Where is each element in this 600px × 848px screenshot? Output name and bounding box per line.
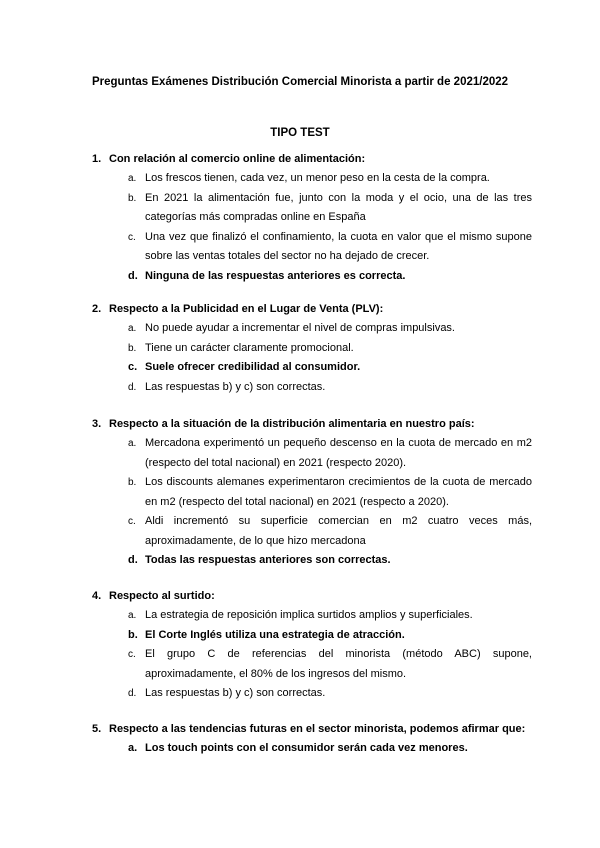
option-text: El grupo C de referencias del minorista (método ABC) supone, aproximadamente, el 80% de los ingresos del mismo. bbox=[145, 648, 532, 680]
option-text: Ninguna de las respuestas anteriores es correcta. bbox=[145, 269, 406, 282]
option-letter: a. bbox=[128, 610, 137, 621]
question-heading bbox=[92, 414, 532, 434]
question-text: Respecto al surtido: bbox=[109, 590, 215, 602]
option-text: Tiene un carácter claramente promocional. bbox=[145, 341, 354, 354]
question-3 bbox=[92, 414, 532, 571]
option-text: Una vez que finalizó el confinamiento, la cuota en valor que el mismo supone sobre las ventas totales del sector no ha dejado de crecer. bbox=[145, 230, 532, 262]
answer-option-d bbox=[92, 551, 532, 571]
answer-option-a bbox=[92, 739, 532, 759]
option-text: El Corte Inglés utiliza una estrategia de atracción. bbox=[145, 628, 405, 641]
answer-option-d bbox=[92, 267, 532, 287]
answer-option-a bbox=[92, 606, 532, 626]
question-number: 5. bbox=[92, 723, 102, 735]
question-text: Con relación al comercio online de alimentación: bbox=[109, 153, 366, 165]
option-letter: b. bbox=[128, 342, 137, 354]
question-heading bbox=[92, 299, 532, 319]
option-letter: d. bbox=[128, 688, 137, 699]
answer-option-b bbox=[92, 473, 532, 512]
answer-option-c bbox=[92, 228, 532, 267]
answer-option-a bbox=[92, 169, 532, 189]
option-letter: d. bbox=[128, 554, 138, 566]
question-4 bbox=[92, 586, 532, 704]
question-number: 4. bbox=[92, 590, 102, 602]
option-letter: a. bbox=[128, 438, 137, 449]
question-number: 2. bbox=[92, 303, 102, 315]
option-text: No puede ayudar a incrementar el nivel de compras impulsivas. bbox=[145, 322, 455, 334]
option-letter: a. bbox=[128, 173, 137, 184]
option-letter: d. bbox=[128, 381, 137, 393]
option-letter: b. bbox=[128, 477, 137, 488]
answer-option-d bbox=[92, 684, 532, 704]
option-text: La estrategia de reposición implica surtidos amplios y superficiales. bbox=[145, 609, 473, 621]
answer-option-c bbox=[92, 358, 532, 378]
option-letter: c. bbox=[128, 649, 136, 660]
option-letter: b. bbox=[128, 192, 137, 204]
question-number: 1. bbox=[92, 153, 102, 165]
option-text: Los touch points con el consumidor serán cada vez menores. bbox=[145, 742, 468, 754]
question-5 bbox=[92, 719, 532, 759]
answer-option-a bbox=[92, 434, 532, 473]
option-letter: b. bbox=[128, 628, 138, 641]
option-text: Los discounts alemanes experimentaron crecimientos de la cuota de mercado en m2 (respecto del total nacional) en 2021 (respecto a 2020). bbox=[145, 476, 532, 508]
option-letter: c. bbox=[128, 361, 138, 373]
question-heading bbox=[92, 586, 532, 606]
option-text: Los frescos tienen, cada vez, un menor peso en la cesta de la compra. bbox=[145, 172, 490, 184]
answer-option-c bbox=[92, 512, 532, 551]
question-2 bbox=[92, 299, 532, 397]
question-heading bbox=[92, 149, 532, 169]
question-text: Respecto a la situación de la distribución alimentaria en nuestro país: bbox=[109, 418, 475, 430]
question-1 bbox=[92, 149, 532, 286]
option-text: Mercadona experimentó un pequeño descenso en la cuota de mercado en m2 (respecto del total nacional) en 2021 (respecto 2020). bbox=[145, 437, 532, 469]
answer-option-a bbox=[92, 319, 532, 339]
question-text: Respecto a la Publicidad en el Lugar de Venta (PLV): bbox=[109, 303, 384, 315]
answer-option-d bbox=[92, 378, 532, 398]
question-number: 3. bbox=[92, 418, 102, 430]
option-text: Suele ofrecer credibilidad al consumidor. bbox=[145, 361, 361, 373]
option-text: Todas las respuestas anteriores son correctas. bbox=[145, 554, 391, 566]
option-text: Las respuestas b) y c) son correctas. bbox=[145, 380, 326, 393]
option-letter: a. bbox=[128, 323, 137, 334]
option-text: Las respuestas b) y c) son correctas. bbox=[145, 687, 326, 699]
answer-option-b bbox=[92, 626, 532, 646]
answer-option-b bbox=[92, 339, 532, 359]
option-letter: d. bbox=[128, 269, 138, 282]
option-letter: c. bbox=[128, 516, 136, 527]
option-text: Aldi incrementó su superficie comercian en m2 cuatro veces más, aproximadamente, de lo que hizo mercadona bbox=[145, 515, 532, 547]
answer-option-c bbox=[92, 645, 532, 684]
question-heading bbox=[92, 719, 532, 739]
option-letter: a. bbox=[128, 742, 138, 754]
option-text: En 2021 la alimentación fue, junto con la moda y el ocio, una de las tres categorías más compradas online en España bbox=[145, 191, 532, 223]
section-title: TIPO TEST bbox=[270, 127, 330, 139]
option-letter: c. bbox=[128, 231, 136, 243]
document-title: Preguntas Exámenes Distribución Comercial Minorista a partir de 2021/2022 bbox=[91, 76, 509, 88]
answer-option-b bbox=[92, 189, 532, 228]
question-text: Respecto a las tendencias futuras en el sector minorista, podemos afirmar que: bbox=[109, 723, 526, 735]
